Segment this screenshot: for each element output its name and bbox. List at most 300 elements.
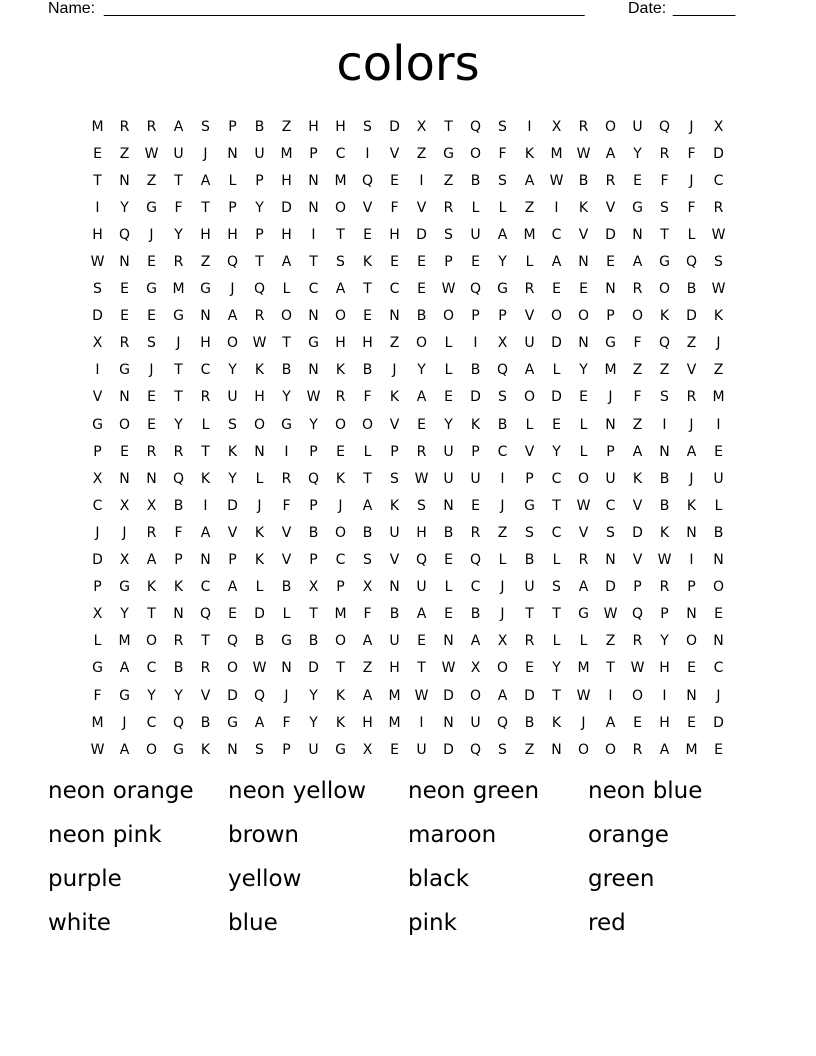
grid-letter[interactable]: D	[416, 226, 427, 243]
grid-letter[interactable]: F	[633, 389, 642, 406]
grid-letter[interactable]: T	[201, 633, 210, 650]
grid-letter[interactable]: R	[173, 443, 184, 460]
grid-letter[interactable]: T	[363, 281, 372, 298]
grid-letter[interactable]: V	[632, 497, 643, 514]
grid-letter[interactable]: O	[604, 118, 617, 135]
grid-letter[interactable]: S	[255, 741, 264, 758]
grid-letter[interactable]: G	[524, 497, 535, 514]
grid-letter[interactable]: A	[173, 118, 184, 135]
grid-letter[interactable]: G	[308, 335, 319, 352]
grid-letter[interactable]: N	[686, 524, 697, 541]
grid-letter[interactable]: U	[470, 470, 481, 487]
grid-letter[interactable]: Q	[172, 714, 185, 731]
grid-letter[interactable]: P	[309, 552, 318, 569]
grid-letter[interactable]: Q	[496, 714, 509, 731]
grid-letter[interactable]: P	[282, 741, 291, 758]
grid-letter[interactable]: X	[119, 552, 130, 569]
grid-letter[interactable]: W	[414, 687, 429, 704]
grid-letter[interactable]: M	[388, 714, 401, 731]
grid-letter[interactable]: T	[255, 254, 264, 271]
grid-letter[interactable]: Y	[120, 606, 129, 623]
grid-letter[interactable]: B	[686, 281, 697, 298]
grid-letter[interactable]: W	[711, 226, 726, 243]
grid-letter[interactable]: R	[605, 172, 616, 189]
grid-letter[interactable]: A	[416, 389, 427, 406]
grid-letter[interactable]: G	[227, 714, 238, 731]
grid-letter[interactable]: R	[443, 199, 454, 216]
grid-letter[interactable]: A	[146, 552, 157, 569]
grid-letter[interactable]: Q	[496, 362, 509, 379]
grid-letter[interactable]: E	[228, 606, 237, 623]
grid-letter[interactable]: A	[254, 714, 265, 731]
grid-letter[interactable]: Z	[632, 362, 643, 379]
grid-letter[interactable]: N	[443, 714, 454, 731]
grid-letter[interactable]: X	[551, 118, 562, 135]
grid-letter[interactable]: O	[334, 416, 347, 433]
grid-letter[interactable]: F	[687, 145, 696, 162]
grid-letter[interactable]: W	[306, 389, 321, 406]
grid-letter[interactable]: L	[714, 497, 723, 514]
grid-letter[interactable]: D	[92, 552, 103, 569]
grid-letter[interactable]: U	[713, 470, 724, 487]
grid-letter[interactable]: K	[686, 497, 697, 514]
grid-letter[interactable]: N	[308, 172, 319, 189]
grid-letter[interactable]: A	[605, 714, 616, 731]
grid-letter[interactable]: S	[660, 389, 669, 406]
grid-letter[interactable]: R	[173, 254, 184, 271]
grid-letter[interactable]: Q	[469, 741, 482, 758]
grid-letter[interactable]: L	[552, 633, 561, 650]
grid-letter[interactable]: N	[605, 552, 616, 569]
grid-letter[interactable]: M	[523, 226, 536, 243]
grid-letter[interactable]: N	[119, 389, 130, 406]
grid-letter[interactable]: E	[471, 497, 480, 514]
grid-letter[interactable]: B	[524, 552, 535, 569]
grid-letter[interactable]: C	[605, 497, 616, 514]
grid-letter[interactable]: A	[200, 172, 211, 189]
grid-letter[interactable]: R	[119, 335, 130, 352]
grid-letter[interactable]: O	[442, 308, 455, 325]
grid-letter[interactable]: V	[389, 145, 400, 162]
grid-letter[interactable]: S	[336, 254, 345, 271]
grid-letter[interactable]: U	[389, 524, 400, 541]
grid-letter[interactable]: N	[146, 470, 157, 487]
grid-letter[interactable]: Z	[146, 172, 157, 189]
grid-letter[interactable]: T	[552, 606, 561, 623]
grid-letter[interactable]: V	[524, 443, 535, 460]
grid-letter[interactable]: L	[525, 416, 534, 433]
grid-letter[interactable]: H	[200, 335, 211, 352]
grid-letter[interactable]: O	[253, 416, 266, 433]
grid-letter[interactable]: J	[149, 226, 154, 243]
grid-letter[interactable]: Z	[200, 254, 211, 271]
grid-letter[interactable]: E	[714, 741, 723, 758]
grid-letter[interactable]: R	[200, 660, 211, 677]
grid-letter[interactable]: O	[658, 281, 671, 298]
grid-letter[interactable]: E	[579, 389, 588, 406]
grid-letter[interactable]: K	[362, 254, 373, 271]
grid-letter[interactable]: B	[200, 714, 211, 731]
grid-letter[interactable]: K	[578, 199, 589, 216]
grid-letter[interactable]: E	[417, 254, 426, 271]
grid-letter[interactable]: B	[308, 633, 319, 650]
grid-letter[interactable]: D	[632, 524, 643, 541]
grid-letter[interactable]: X	[308, 579, 319, 596]
grid-letter[interactable]: L	[93, 633, 102, 650]
grid-letter[interactable]: W	[576, 497, 591, 514]
grid-letter[interactable]: E	[417, 281, 426, 298]
grid-letter[interactable]: N	[632, 226, 643, 243]
grid-letter[interactable]: O	[550, 308, 563, 325]
grid-letter[interactable]: V	[578, 226, 589, 243]
grid-letter[interactable]: O	[334, 524, 347, 541]
grid-letter[interactable]: T	[417, 660, 426, 677]
grid-letter[interactable]: C	[200, 362, 211, 379]
grid-letter[interactable]: Y	[633, 145, 642, 162]
grid-letter[interactable]: B	[389, 606, 400, 623]
grid-letter[interactable]: R	[416, 443, 427, 460]
grid-letter[interactable]: O	[145, 633, 158, 650]
grid-letter[interactable]: I	[473, 335, 478, 352]
grid-letter[interactable]: I	[716, 416, 721, 433]
grid-letter[interactable]: J	[689, 118, 694, 135]
grid-letter[interactable]: P	[471, 443, 480, 460]
grid-letter[interactable]: O	[577, 308, 590, 325]
grid-letter[interactable]: G	[173, 741, 184, 758]
grid-letter[interactable]: P	[255, 172, 264, 189]
grid-letter[interactable]: E	[363, 226, 372, 243]
grid-letter[interactable]: H	[335, 118, 346, 135]
grid-letter[interactable]: K	[335, 714, 346, 731]
grid-letter[interactable]: L	[255, 579, 264, 596]
grid-letter[interactable]: S	[201, 118, 210, 135]
grid-letter[interactable]: V	[281, 552, 292, 569]
grid-letter[interactable]: I	[311, 226, 316, 243]
grid-letter[interactable]: R	[119, 118, 130, 135]
grid-letter[interactable]: W	[90, 741, 105, 758]
grid-letter[interactable]: H	[227, 226, 238, 243]
grid-letter[interactable]: J	[257, 497, 262, 514]
grid-letter[interactable]: Z	[497, 524, 508, 541]
grid-letter[interactable]: J	[716, 687, 721, 704]
grid-letter[interactable]: E	[147, 308, 156, 325]
grid-letter[interactable]: E	[390, 254, 399, 271]
grid-letter[interactable]: T	[147, 606, 156, 623]
grid-letter[interactable]: F	[498, 145, 507, 162]
grid-letter[interactable]: I	[500, 470, 505, 487]
grid-letter[interactable]: R	[659, 145, 670, 162]
grid-letter[interactable]: P	[444, 254, 453, 271]
grid-letter[interactable]: V	[227, 524, 238, 541]
grid-letter[interactable]: U	[443, 470, 454, 487]
grid-letter[interactable]: E	[417, 633, 426, 650]
grid-letter[interactable]: I	[95, 362, 100, 379]
grid-letter[interactable]: U	[227, 389, 238, 406]
grid-letter[interactable]: I	[419, 714, 424, 731]
grid-letter[interactable]: G	[605, 335, 616, 352]
grid-letter[interactable]: O	[523, 389, 536, 406]
grid-letter[interactable]: O	[631, 687, 644, 704]
grid-letter[interactable]: E	[147, 416, 156, 433]
grid-letter[interactable]: Q	[118, 226, 131, 243]
grid-letter[interactable]: W	[252, 335, 267, 352]
grid-letter[interactable]: O	[577, 741, 590, 758]
grid-letter[interactable]: C	[713, 660, 724, 677]
grid-letter[interactable]: D	[686, 308, 697, 325]
grid-letter[interactable]: M	[334, 172, 347, 189]
grid-letter[interactable]: J	[122, 714, 127, 731]
grid-letter[interactable]: G	[173, 308, 184, 325]
grid-letter[interactable]: N	[200, 552, 211, 569]
grid-letter[interactable]: N	[119, 172, 130, 189]
grid-letter[interactable]: G	[119, 687, 130, 704]
grid-letter[interactable]: P	[660, 606, 669, 623]
grid-letter[interactable]: B	[362, 362, 373, 379]
grid-letter[interactable]: M	[550, 145, 563, 162]
grid-letter[interactable]: X	[470, 660, 481, 677]
grid-letter[interactable]: R	[335, 389, 346, 406]
grid-letter[interactable]: L	[687, 226, 696, 243]
grid-letter[interactable]: N	[659, 443, 670, 460]
grid-letter[interactable]: R	[632, 633, 643, 650]
grid-letter[interactable]: B	[497, 416, 508, 433]
grid-letter[interactable]: P	[687, 579, 696, 596]
grid-letter[interactable]: B	[281, 362, 292, 379]
grid-letter[interactable]: J	[716, 335, 721, 352]
grid-letter[interactable]: A	[416, 606, 427, 623]
grid-letter[interactable]: D	[281, 199, 292, 216]
grid-letter[interactable]: C	[389, 281, 400, 298]
grid-letter[interactable]: K	[200, 741, 211, 758]
grid-letter[interactable]: N	[308, 308, 319, 325]
grid-letter[interactable]: N	[389, 579, 400, 596]
grid-letter[interactable]: M	[685, 741, 698, 758]
grid-letter[interactable]: O	[334, 633, 347, 650]
grid-letter[interactable]: C	[497, 443, 508, 460]
grid-letter[interactable]: X	[497, 335, 508, 352]
grid-letter[interactable]: N	[119, 470, 130, 487]
grid-letter[interactable]: P	[336, 579, 345, 596]
grid-letter[interactable]: U	[389, 633, 400, 650]
grid-letter[interactable]: A	[659, 741, 670, 758]
grid-letter[interactable]: E	[471, 254, 480, 271]
grid-letter[interactable]: E	[417, 416, 426, 433]
grid-letter[interactable]: M	[91, 714, 104, 731]
grid-letter[interactable]: S	[498, 172, 507, 189]
grid-letter[interactable]: N	[389, 308, 400, 325]
grid-letter[interactable]: J	[689, 416, 694, 433]
grid-letter[interactable]: C	[551, 470, 562, 487]
grid-letter[interactable]: J	[581, 714, 586, 731]
grid-letter[interactable]: T	[363, 470, 372, 487]
grid-letter[interactable]: F	[390, 199, 399, 216]
grid-letter[interactable]: S	[552, 579, 561, 596]
grid-letter[interactable]: R	[281, 470, 292, 487]
grid-letter[interactable]: P	[633, 579, 642, 596]
grid-letter[interactable]: D	[605, 226, 616, 243]
grid-letter[interactable]: W	[630, 660, 645, 677]
grid-letter[interactable]: J	[176, 335, 181, 352]
grid-letter[interactable]: A	[551, 254, 562, 271]
grid-letter[interactable]: B	[362, 524, 373, 541]
grid-letter[interactable]: D	[308, 660, 319, 677]
grid-letter[interactable]: W	[711, 281, 726, 298]
grid-letter[interactable]: J	[149, 362, 154, 379]
grid-letter[interactable]: S	[417, 497, 426, 514]
grid-letter[interactable]: E	[606, 254, 615, 271]
grid-letter[interactable]: R	[632, 281, 643, 298]
grid-letter[interactable]: X	[146, 497, 157, 514]
grid-letter[interactable]: Y	[309, 714, 318, 731]
grid-letter[interactable]: T	[552, 687, 561, 704]
grid-letter[interactable]: B	[470, 606, 481, 623]
grid-letter[interactable]: V	[605, 199, 616, 216]
grid-letter[interactable]: G	[92, 416, 103, 433]
grid-letter[interactable]: Z	[416, 145, 427, 162]
grid-letter[interactable]: T	[444, 118, 453, 135]
grid-letter[interactable]: Q	[307, 470, 320, 487]
grid-letter[interactable]: N	[173, 606, 184, 623]
grid-letter[interactable]: J	[284, 687, 289, 704]
grid-letter[interactable]: Z	[362, 660, 373, 677]
grid-letter[interactable]: A	[281, 254, 292, 271]
grid-letter[interactable]: Y	[282, 389, 291, 406]
grid-letter[interactable]: A	[497, 226, 508, 243]
grid-letter[interactable]: S	[498, 741, 507, 758]
grid-letter[interactable]: T	[309, 254, 318, 271]
grid-letter[interactable]: K	[146, 579, 157, 596]
grid-letter[interactable]: X	[416, 118, 427, 135]
grid-letter[interactable]: H	[281, 172, 292, 189]
grid-letter[interactable]: T	[552, 497, 561, 514]
grid-letter[interactable]: K	[389, 497, 400, 514]
grid-letter[interactable]: I	[419, 172, 424, 189]
grid-letter[interactable]: T	[174, 172, 183, 189]
grid-letter[interactable]: A	[362, 633, 373, 650]
grid-letter[interactable]: R	[713, 199, 724, 216]
grid-letter[interactable]: F	[660, 172, 669, 189]
grid-letter[interactable]: P	[228, 199, 237, 216]
grid-letter[interactable]: L	[552, 552, 561, 569]
grid-letter[interactable]: U	[416, 741, 427, 758]
grid-letter[interactable]: Y	[255, 199, 264, 216]
grid-letter[interactable]: H	[389, 226, 400, 243]
grid-letter[interactable]: H	[254, 389, 265, 406]
grid-letter[interactable]: K	[254, 552, 265, 569]
grid-letter[interactable]: Q	[415, 552, 428, 569]
grid-letter[interactable]: D	[605, 579, 616, 596]
grid-letter[interactable]: L	[255, 470, 264, 487]
grid-letter[interactable]: U	[524, 579, 535, 596]
grid-letter[interactable]: T	[660, 226, 669, 243]
grid-letter[interactable]: L	[444, 362, 453, 379]
grid-letter[interactable]: O	[469, 145, 482, 162]
grid-letter[interactable]: G	[200, 281, 211, 298]
grid-letter[interactable]: T	[201, 443, 210, 460]
grid-letter[interactable]: C	[146, 714, 157, 731]
grid-letter[interactable]: P	[498, 308, 507, 325]
grid-letter[interactable]: V	[578, 524, 589, 541]
grid-letter[interactable]: N	[578, 254, 589, 271]
grid-letter[interactable]: F	[174, 199, 183, 216]
grid-letter[interactable]: B	[659, 470, 670, 487]
grid-letter[interactable]: N	[686, 687, 697, 704]
grid-letter[interactable]: G	[335, 741, 346, 758]
grid-letter[interactable]: I	[662, 687, 667, 704]
grid-letter[interactable]: V	[200, 687, 211, 704]
grid-letter[interactable]: M	[712, 389, 725, 406]
grid-letter[interactable]: W	[441, 660, 456, 677]
grid-letter[interactable]: V	[389, 552, 400, 569]
grid-letter[interactable]: T	[93, 172, 102, 189]
grid-letter[interactable]: A	[632, 443, 643, 460]
grid-letter[interactable]: I	[608, 687, 613, 704]
grid-letter[interactable]: M	[172, 281, 185, 298]
grid-letter[interactable]: A	[227, 308, 238, 325]
grid-letter[interactable]: O	[118, 416, 131, 433]
grid-letter[interactable]: M	[577, 660, 590, 677]
grid-letter[interactable]: P	[309, 497, 318, 514]
grid-letter[interactable]: E	[552, 281, 561, 298]
grid-letter[interactable]: Y	[579, 362, 588, 379]
grid-letter[interactable]: V	[92, 389, 103, 406]
grid-letter[interactable]: S	[498, 118, 507, 135]
grid-letter[interactable]: E	[444, 552, 453, 569]
grid-letter[interactable]: Q	[199, 606, 212, 623]
grid-letter[interactable]: I	[689, 552, 694, 569]
grid-letter[interactable]: Q	[658, 118, 671, 135]
grid-letter[interactable]: O	[631, 308, 644, 325]
grid-letter[interactable]: A	[362, 497, 373, 514]
grid-letter[interactable]: B	[308, 524, 319, 541]
grid-letter[interactable]: S	[93, 281, 102, 298]
grid-letter[interactable]: Q	[361, 172, 374, 189]
grid-letter[interactable]: U	[470, 226, 481, 243]
grid-letter[interactable]: H	[335, 335, 346, 352]
grid-letter[interactable]: Z	[389, 335, 400, 352]
grid-letter[interactable]: Q	[226, 254, 239, 271]
grid-letter[interactable]: C	[551, 524, 562, 541]
grid-letter[interactable]: D	[92, 308, 103, 325]
grid-letter[interactable]: H	[92, 226, 103, 243]
grid-letter[interactable]: G	[281, 633, 292, 650]
grid-letter[interactable]: T	[525, 606, 534, 623]
grid-letter[interactable]: O	[226, 335, 239, 352]
grid-letter[interactable]: V	[416, 199, 427, 216]
grid-letter[interactable]: S	[228, 416, 237, 433]
grid-letter[interactable]: Q	[226, 633, 239, 650]
grid-letter[interactable]: E	[687, 714, 696, 731]
grid-letter[interactable]: E	[714, 606, 723, 623]
grid-letter[interactable]: Y	[174, 226, 183, 243]
grid-letter[interactable]: W	[657, 552, 672, 569]
grid-letter[interactable]: T	[606, 660, 615, 677]
grid-letter[interactable]: U	[308, 741, 319, 758]
grid-letter[interactable]: U	[470, 714, 481, 731]
grid-letter[interactable]: U	[632, 118, 643, 135]
grid-letter[interactable]: T	[174, 362, 183, 379]
grid-letter[interactable]: L	[471, 199, 480, 216]
grid-letter[interactable]: S	[606, 524, 615, 541]
grid-letter[interactable]: G	[119, 579, 130, 596]
grid-letter[interactable]: N	[713, 633, 724, 650]
grid-letter[interactable]: J	[203, 145, 208, 162]
grid-letter[interactable]: X	[92, 470, 103, 487]
grid-letter[interactable]: S	[660, 199, 669, 216]
grid-letter[interactable]: A	[227, 579, 238, 596]
grid-letter[interactable]: D	[524, 687, 535, 704]
grid-letter[interactable]: J	[500, 606, 505, 623]
